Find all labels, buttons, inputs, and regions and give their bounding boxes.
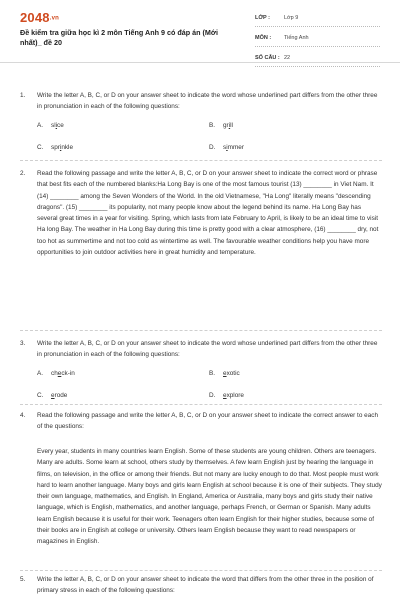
option-letter: D. [209,144,216,151]
question-text: Read the following passage and write the letter A, B, C, or D on your answer sheet to indicate the correct answer to each of the questions: [37,412,379,431]
meta-label: MÔN : [255,35,272,41]
option-underlined: e [223,392,227,399]
option-word-part: xplore [226,392,244,399]
option-word-part: ck-in [61,370,75,377]
option-c[interactable] [37,144,187,151]
option-a[interactable] [37,122,187,129]
option-underlined: e [57,370,62,377]
meta-row-count [255,53,380,67]
meta-label: SỐ CÂU : [255,55,280,61]
option-underlined: i [226,144,228,151]
question-text: Write the letter A, B, C, or D on your answer sheet to indicate the word that differs from the other three in the position of primary stress in each of the following questions: [37,576,374,595]
option-letter: A. [37,122,44,129]
question-number: 3. [20,340,26,347]
meta-label: LỚP : [255,15,270,21]
option-word-part: ll [230,122,233,129]
meta-value: Lớp 9 [284,15,299,21]
meta-row-subject [255,33,380,47]
meta-row-class [255,13,380,27]
option-letter: B. [209,370,216,377]
option-word-part: s [223,144,227,151]
option-underlined: i [59,144,62,151]
option-b[interactable] [209,370,359,377]
passage-text: Every year, students in many countries learn English. Some of these students are young children. Others are teenagers. Many are adults. Some learn at school, others study by themselves. A few learn English just by hearing the language in films, on television, in the office or among their friends. But not many are lucky enough to do that. Most people must work hard to learn another language. Many boys and girls learn English at school because it is one of their subjects. They study their own language, mathematics, and English. In England, America or Australia, many boys and girls study their native language, which is English, mathematics, and another language, perhaps French, or German or Spanish. Many adults learn English because it is useful for their work. Teenagers often learn English for their higher studies, because some of their books are in English at college or university. Others learn English because they want to read newspapers or magazines in English. [37,448,382,546]
option-d[interactable] [209,392,359,399]
question-number: 2. [20,170,26,177]
meta-box [255,13,380,73]
option-underlined: e [223,370,227,377]
option-word-part: rode [54,392,68,399]
meta-value: 22 [284,55,291,61]
question-divider [20,570,382,571]
option-word-part: sl [51,122,56,129]
option-underlined: i [55,122,58,129]
option-word-part: xotic [226,370,240,377]
question-divider [20,404,382,405]
option-letter: B. [209,122,216,129]
logo-sub: .vn [49,15,60,22]
option-letter: A. [37,370,44,377]
option-letter: C. [37,392,44,399]
document-title: Đề kiểm tra giữa học kì 2 môn Tiếng Anh 9 có đáp án (Mới nhất)_ đề 20 [20,28,219,47]
question-number: 4. [20,412,26,419]
question-1 [20,90,382,113]
option-letter: D. [209,392,216,399]
option-a[interactable] [37,370,187,377]
option-word-part: gr [223,122,229,129]
reading-passage [37,446,382,548]
site-logo[interactable] [20,10,59,25]
question-divider [20,330,382,331]
question-text: Read the following passage and write the letter A, B, C, or D on your answer sheet to indicate the correct word or phrase that best fits each of the numbered blanks:Ha Long Bay is one of the most famous tourist (13) ________ in Viet Nam. It (14) ________ among the Seven Wonders of the World. In the old Vietnamese, "Ha Long" literally means "descending dragons". (15) ________ its popularity, not many people know about the legend behind its name. Ha Long Bay has several great times in a year for visiting. Spring, which lasts from late February to April, is likely to be an ideal time to visit Ha long Bay. The weather in Ha Long Bay during this time is pretty good with a clear atmosphere, (16) ________ dry, not too hot as summertime and not too cold as wintertime as well. The favourable weather conditions help you have more opportunities to join outdoor activities here in great humidity and temperature. [37,170,379,257]
meta-value: Tiếng Anh [284,35,309,41]
option-underlined: e [51,392,55,399]
option-b[interactable] [209,122,359,129]
question-text: Write the letter A, B, C, or D on your answer sheet to indicate the word whose underlined part differs from the other three in pronunciation in each of the following questions: [37,340,378,359]
question-4 [20,410,382,433]
question-number: 5. [20,576,26,583]
document-header [0,0,400,63]
option-underlined: i [228,122,231,129]
option-d[interactable] [209,144,359,151]
option-word-part: nkle [61,144,74,151]
question-text: Write the letter A, B, C, or D on your answer sheet to indicate the word whose underlined part differs from the other three in pronunciation in each of the following questions: [37,92,378,111]
question-2 [20,168,382,258]
option-c[interactable] [37,392,187,399]
option-letter: C. [37,144,44,151]
question-3 [20,338,382,361]
question-5 [20,574,382,597]
logo-main: 2048 [20,10,50,25]
option-word-part: spr [51,144,60,151]
option-word-part: ch [51,370,58,377]
question-divider [20,160,382,161]
option-word-part: ce [57,122,64,129]
option-word-part: mmer [227,144,244,151]
question-number: 1. [20,92,26,99]
